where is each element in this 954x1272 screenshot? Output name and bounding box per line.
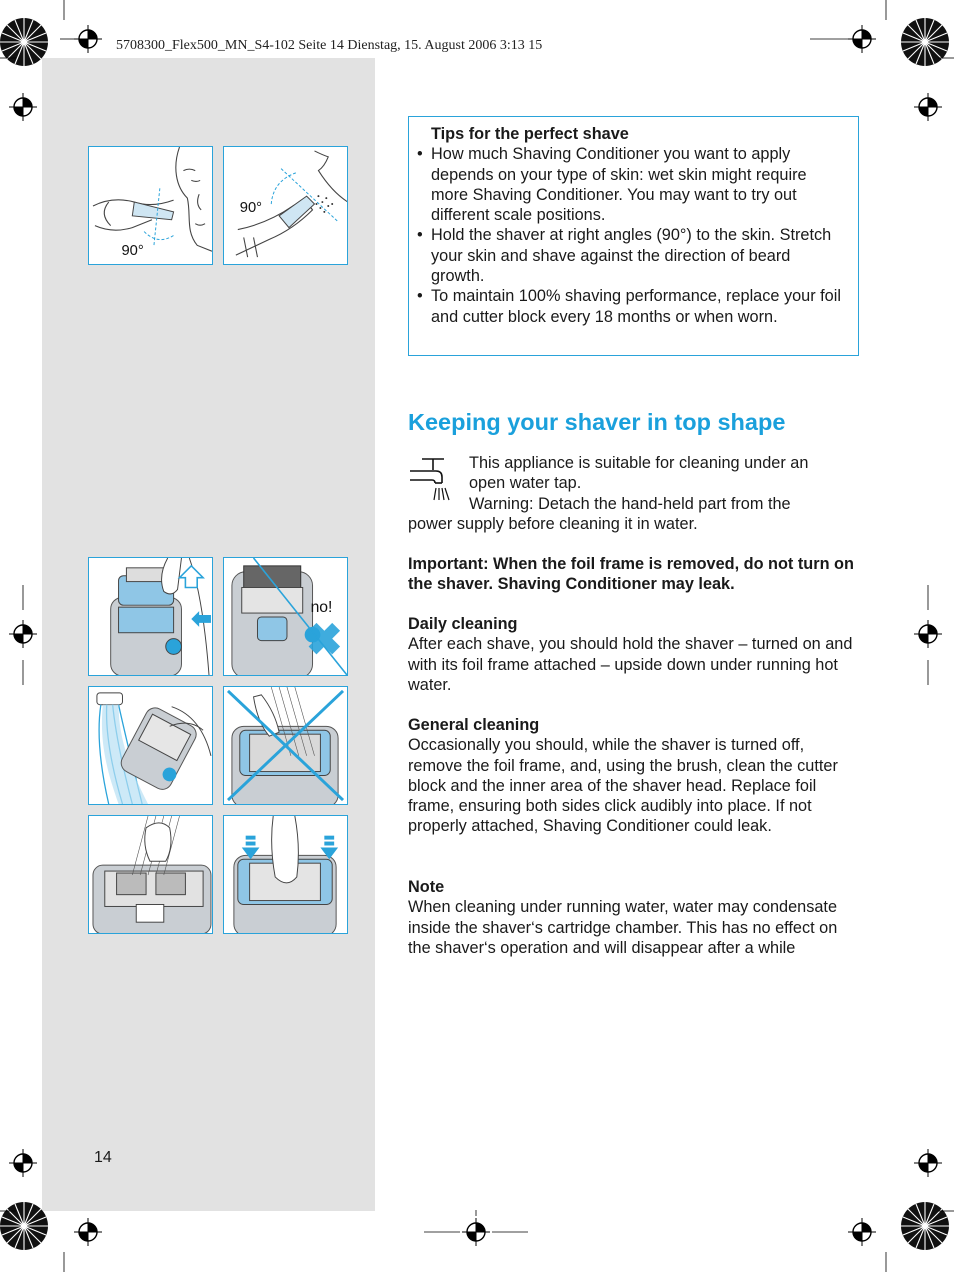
warning-line: Warning: Detach the hand-held part from the [469,494,791,513]
note-text: When cleaning under running water, water may condensate inside the shaver‘s cartridge chamber. This has no effect on the shaver‘s operation and will disappear after a while [408,898,838,957]
daily-cleaning-title: Daily cleaning [408,615,518,633]
daily-cleaning-text: After each shave, you should hold the shaver – turned on and with its foil frame attached – upside down under running hot water. [408,635,853,694]
tips-box [408,116,859,356]
tip-item: • How much Shaving Conditioner you want to apply depends on your type of skin: wet skin might require more Shaving Conditioner. You may want to try out different scale positions. [431,144,848,225]
angle-label-left: 90° [121,243,144,260]
angle-label-right: 90° [239,199,263,216]
replace-foil-frame-figure [223,815,348,934]
warning-line: power supply before cleaning it in water. [408,514,698,533]
no-label: no! [310,599,333,617]
note-title: Note [408,878,445,896]
intro-line: open water tap. [469,474,582,493]
tips-list [431,144,848,327]
note-block [408,877,860,958]
shaving-angle-neck-figure [223,146,348,265]
do-not-turn-on-figure [223,557,348,676]
general-cleaning-text: Occasionally you should, while the shaver is turned off, remove the foil frame, and, using the brush, clean the cutter block and the inner area of the shaver head. Replace foil frame, ensuring both sides click audibly into place. If not properly attached, Shaving Conditioner could leak. [408,736,838,836]
shaving-angle-face-figure [88,146,213,265]
intro-text [408,453,860,534]
brush-cutter-block-figure [88,815,213,934]
important-note: Important: When the foil frame is removed, do not turn on the shaver. Shaving Conditioner may leak. [408,555,854,594]
remove-foil-frame-figure [88,557,213,676]
print-slug: 5708300_Flex500_MN_S4-102 Seite 14 Dienstag, 15. August 2006 3:13 15 [116,38,543,53]
intro-line: This appliance is suitable for cleaning under an [469,454,809,472]
section-title: Keeping your shaver in top shape [408,409,786,435]
tip-item: • To maintain 100% shaving performance, replace your foil and cutter block every 18 months or when worn. [431,286,848,327]
general-cleaning-title: General cleaning [408,716,540,734]
daily-cleaning-block [408,614,860,695]
tip-item: • Hold the shaver at right angles (90°) to the skin. Stretch your skin and shave against the direction of beard growth. [431,225,848,286]
do-not-brush-foil-figure [223,686,348,805]
page-number: 14 [94,1149,112,1166]
tips-title: Tips for the perfect shave [431,125,629,143]
general-cleaning-block [408,715,860,837]
rinse-under-water-figure [88,686,213,805]
